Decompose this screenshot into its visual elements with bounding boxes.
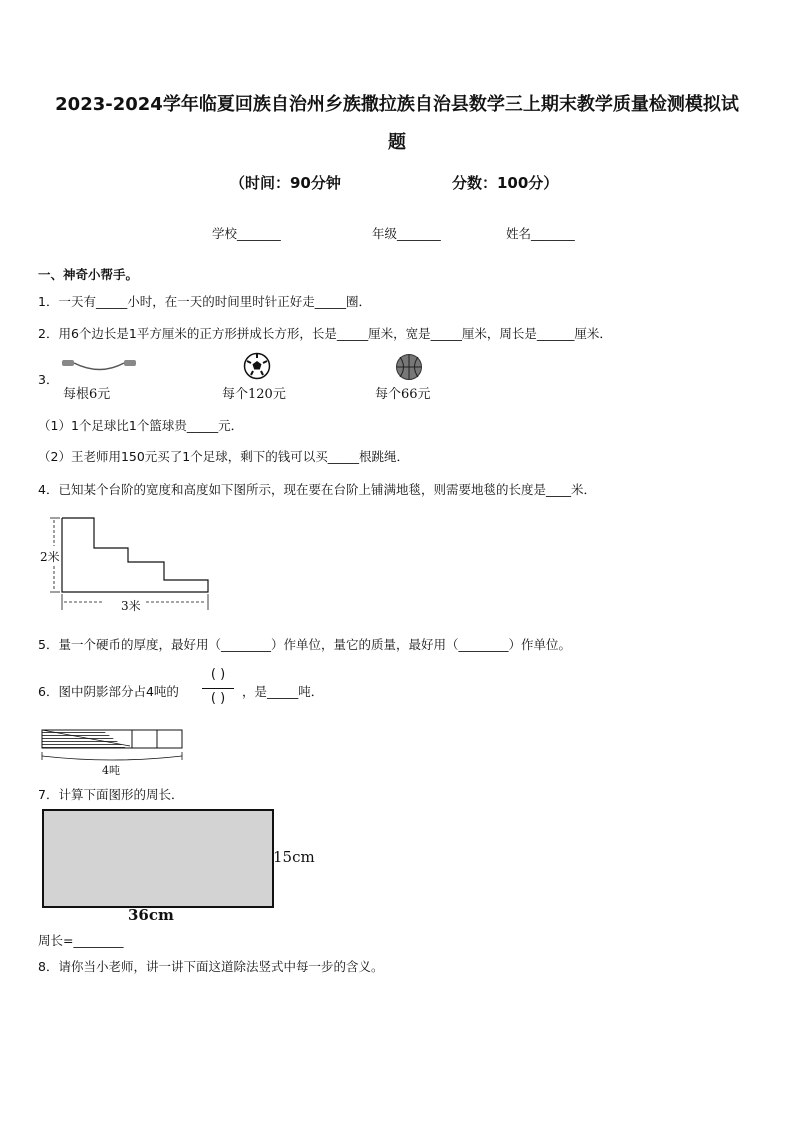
perimeter-answer: 周长=________ <box>38 933 124 948</box>
question-4: 4．已知某个台阶的宽度和高度如下图所示，现在要在台阶上铺满地毯，则需要地毯的长度是____米． <box>38 482 596 497</box>
football-price: 每个120元 <box>222 387 286 402</box>
jump-rope-price: 每根6元 <box>63 387 111 402</box>
weight-bar-label: 4吨 <box>102 764 120 777</box>
gray-rectangle <box>42 809 274 908</box>
jump-rope-icon <box>60 354 140 374</box>
question-6-suffix: ，是_____吨． <box>242 684 324 699</box>
fraction-numerator: ( ) <box>210 667 226 682</box>
football-icon <box>243 352 271 380</box>
question-3-number: 3． <box>38 372 59 387</box>
fraction-blank <box>200 667 236 711</box>
name-field: 姓名_______ <box>506 226 575 241</box>
exam-score: 分数：100分） <box>452 174 559 192</box>
question-3-part-1: （1）1个足球比1个篮球贵_____元． <box>38 418 244 433</box>
section-heading: 一、神奇小帮手。 <box>38 267 139 282</box>
rectangle-height-label: 15cm <box>273 848 315 866</box>
question-3-part-2: （2）王老师用150元买了1个足球，剩下的钱可以买_____根跳绳． <box>38 449 410 464</box>
exam-title-line1: 2023-2024学年临夏回族自治州乡族撒拉族自治县数学三上期末教学质量检测模拟试 <box>55 94 739 115</box>
exam-time: （时间：90分钟 <box>230 174 341 192</box>
school-field: 学校_______ <box>212 226 281 241</box>
question-5: 5．量一个硬币的厚度，最好用（________）作单位，量它的质量，最好用（________）作单位。 <box>38 637 571 652</box>
basketball-icon <box>395 353 423 381</box>
stair-height-label: 2米 <box>40 550 60 564</box>
question-6-prefix: 6．图中阴影部分占4吨的 <box>38 684 179 699</box>
fraction-denominator: ( ) <box>210 691 226 706</box>
rectangle-width-label: 36cm <box>128 906 174 924</box>
question-1: 1．一天有_____小时，在一天的时间里时针正好走_____圈． <box>38 294 371 309</box>
question-8: 8．请你当小老师，讲一讲下面这道除法竖式中每一步的含义。 <box>38 959 384 974</box>
question-7: 7．计算下面图形的周长． <box>38 787 184 802</box>
grade-field: 年级_______ <box>372 226 441 241</box>
question-2: 2．用6个边长是1平方厘米的正方形拼成长方形，长是_____厘米，宽是_____厘米，周长是______厘米． <box>38 326 612 341</box>
exam-title-line2: 题 <box>388 132 406 153</box>
stair-width-label: 3米 <box>121 599 141 613</box>
basketball-price: 每个66元 <box>375 387 431 402</box>
fraction-bar <box>202 688 234 689</box>
